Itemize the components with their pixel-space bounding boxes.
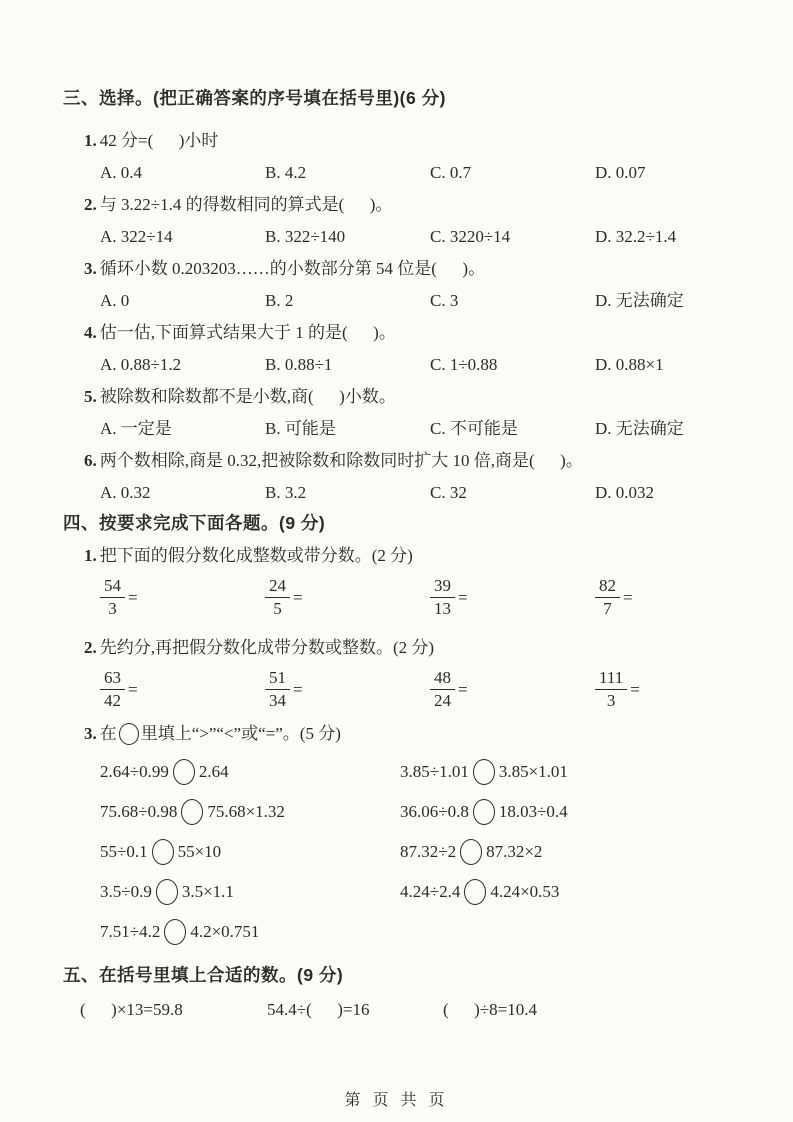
option-b: B. 可能是 xyxy=(265,419,336,438)
comparison-item xyxy=(100,878,400,905)
right-expression: 2.64 xyxy=(198,762,229,781)
denominator: 3 xyxy=(108,599,117,618)
fraction-blank xyxy=(265,668,430,711)
comparison-row-3 xyxy=(0,838,793,865)
comparison-item xyxy=(400,798,793,825)
numerator: 39 xyxy=(430,576,455,598)
numerator: 63 xyxy=(100,668,125,690)
fill-blank-equation: ( )×13=59.8 xyxy=(80,1000,183,1019)
question-stem-1 xyxy=(0,130,793,151)
right-expression: 3.5×1.1 xyxy=(181,882,234,901)
comparison-item xyxy=(100,798,400,825)
fill-blank-equation: 54.4÷( )=16 xyxy=(267,1000,370,1019)
question-text: 在 xyxy=(99,724,117,743)
right-expression: 4.24×0.53 xyxy=(490,882,560,901)
option-c: C. 不可能是 xyxy=(430,419,518,438)
comparison-circle xyxy=(460,839,482,865)
left-expression: 55÷0.1 xyxy=(100,842,148,861)
comparison-item xyxy=(100,838,400,865)
fraction-blank xyxy=(430,668,595,711)
section4-q2-label xyxy=(0,637,793,658)
question-stem-4 xyxy=(0,322,793,343)
numerator: 48 xyxy=(430,668,455,690)
question-text: 先约分,再把假分数化成带分数或整数。(2 分) xyxy=(99,638,435,657)
fraction-blank xyxy=(100,668,265,711)
options-row-6 xyxy=(0,482,793,503)
option-d: D. 无法确定 xyxy=(595,291,684,310)
left-expression: 36.06÷0.8 xyxy=(400,802,469,821)
numerator: 54 xyxy=(100,576,125,598)
comparison-row-4 xyxy=(0,878,793,905)
comparison-circle xyxy=(181,799,203,825)
left-expression: 7.51÷4.2 xyxy=(100,922,161,941)
comparison-item xyxy=(400,838,793,865)
equals-sign: = xyxy=(293,587,303,607)
option-c: C. 1÷0.88 xyxy=(430,355,498,374)
left-expression: 75.68÷0.98 xyxy=(100,802,178,821)
option-a: A. 322÷14 xyxy=(100,227,173,246)
numerator: 111 xyxy=(595,668,627,690)
left-expression: 87.32÷2 xyxy=(400,842,457,861)
section3-title: 三、选择。(把正确答案的序号填在括号里)(6 分) xyxy=(63,88,446,108)
question-number: 2. xyxy=(84,638,97,657)
comparison-circle xyxy=(464,879,486,905)
comparison-item xyxy=(400,758,793,785)
left-expression: 3.5÷0.9 xyxy=(100,882,152,901)
comparison-row-5 xyxy=(0,918,793,945)
section5-title: 五、在括号里填上合适的数。(9 分) xyxy=(63,965,344,985)
comparison-circle xyxy=(473,799,495,825)
right-expression: 75.68×1.32 xyxy=(207,802,285,821)
comparison-circle xyxy=(156,879,178,905)
comparison-circle xyxy=(164,919,186,945)
fraction-row-2 xyxy=(0,668,793,711)
option-d: D. 32.2÷1.4 xyxy=(595,227,677,246)
right-expression: 87.32×2 xyxy=(486,842,543,861)
denominator: 34 xyxy=(269,691,286,710)
option-c: C. 3220÷14 xyxy=(430,227,511,246)
right-expression: 4.2×0.751 xyxy=(190,922,260,941)
options-row-4 xyxy=(0,354,793,375)
comparison-circle xyxy=(173,759,195,785)
left-expression: 2.64÷0.99 xyxy=(100,762,169,781)
options-row-2 xyxy=(0,226,793,247)
option-d: D. 0.07 xyxy=(595,163,646,182)
option-b: B. 3.2 xyxy=(265,483,307,502)
right-expression: 55×10 xyxy=(177,842,222,861)
option-a: A. 0.32 xyxy=(100,483,151,502)
section4-q3-label xyxy=(0,723,793,745)
question-text: 里填上“>”“<”或“=”。(5 分) xyxy=(140,724,341,743)
option-d: D. 0.88×1 xyxy=(595,355,664,374)
comparison-row-2 xyxy=(0,798,793,825)
option-d: D. 无法确定 xyxy=(595,419,684,438)
compare-circle-icon xyxy=(119,723,139,745)
page-footer: 第 页 共 页 xyxy=(344,1092,449,1109)
left-expression: 4.24÷2.4 xyxy=(400,882,461,901)
question-number: 3. xyxy=(84,724,97,743)
question-stem-2 xyxy=(0,194,793,215)
fraction-row-1 xyxy=(0,576,793,619)
denominator: 7 xyxy=(603,599,612,618)
question-number: 3. xyxy=(84,259,97,278)
numerator: 82 xyxy=(595,576,620,598)
question-number: 2. xyxy=(84,195,97,214)
question-number: 1. xyxy=(84,131,97,150)
question-text: 与 3.22÷1.4 的得数相同的算式是( )。 xyxy=(99,195,393,214)
question-number: 4. xyxy=(84,323,97,342)
right-expression: 18.03÷0.4 xyxy=(498,802,568,821)
options-row-5 xyxy=(0,418,793,439)
option-c: C. 3 xyxy=(430,291,459,310)
comparison-circle xyxy=(152,839,174,865)
equals-sign: = xyxy=(630,679,640,699)
fraction-blank xyxy=(595,576,793,619)
denominator: 42 xyxy=(104,691,121,710)
equals-sign: = xyxy=(623,587,633,607)
option-a: A. 0.4 xyxy=(100,163,143,182)
section4-title: 四、按要求完成下面各题。(9 分) xyxy=(63,513,326,533)
question-stem-5 xyxy=(0,386,793,407)
options-row-1 xyxy=(0,162,793,183)
option-b: B. 322÷140 xyxy=(265,227,346,246)
equals-sign: = xyxy=(128,587,138,607)
comparison-row-1 xyxy=(0,758,793,785)
fraction-blank xyxy=(595,668,793,711)
option-b: B. 4.2 xyxy=(265,163,307,182)
comparison-circle xyxy=(473,759,495,785)
question-text: 两个数相除,商是 0.32,把被除数和除数同时扩大 10 倍,商是( )。 xyxy=(99,451,583,470)
option-d: D. 0.032 xyxy=(595,483,655,502)
option-c: C. 0.7 xyxy=(430,163,472,182)
section4-q1-label xyxy=(0,545,793,566)
numerator: 24 xyxy=(265,576,290,598)
question-text: 把下面的假分数化成整数或带分数。(2 分) xyxy=(99,546,413,565)
fraction-blank xyxy=(100,576,265,619)
fraction-blank xyxy=(430,576,595,619)
equals-sign: = xyxy=(293,679,303,699)
fill-blank-equation: ( )÷8=10.4 xyxy=(443,1000,537,1019)
option-c: C. 32 xyxy=(430,483,467,502)
question-stem-6 xyxy=(0,450,793,471)
fill-blank-row xyxy=(0,999,793,1021)
question-number: 5. xyxy=(84,387,97,406)
fraction-blank xyxy=(265,576,430,619)
equals-sign: = xyxy=(458,679,468,699)
question-number: 1. xyxy=(84,546,97,565)
denominator: 3 xyxy=(606,691,616,710)
denominator: 5 xyxy=(273,599,282,618)
option-a: A. 0 xyxy=(100,291,130,310)
denominator: 24 xyxy=(434,691,451,710)
question-text: 估一估,下面算式结果大于 1 的是( )。 xyxy=(99,323,396,342)
option-b: B. 0.88÷1 xyxy=(265,355,333,374)
question-number: 6. xyxy=(84,451,97,470)
option-a: A. 一定是 xyxy=(100,419,172,438)
question-text: 循环小数 0.203203……的小数部分第 54 位是( )。 xyxy=(99,259,486,278)
denominator: 13 xyxy=(434,599,451,618)
comparison-item xyxy=(100,758,400,785)
equals-sign: = xyxy=(458,587,468,607)
numerator: 51 xyxy=(265,668,290,690)
option-b: B. 2 xyxy=(265,291,294,310)
question-stem-3 xyxy=(0,258,793,279)
left-expression: 3.85÷1.01 xyxy=(400,762,469,781)
question-text: 42 分=( )小时 xyxy=(99,131,219,150)
right-expression: 3.85×1.01 xyxy=(498,762,568,781)
equals-sign: = xyxy=(128,679,138,699)
question-text: 被除数和除数都不是小数,商( )小数。 xyxy=(99,387,396,406)
options-row-3 xyxy=(0,290,793,311)
option-a: A. 0.88÷1.2 xyxy=(100,355,182,374)
comparison-item xyxy=(400,878,793,905)
comparison-item xyxy=(100,918,400,945)
